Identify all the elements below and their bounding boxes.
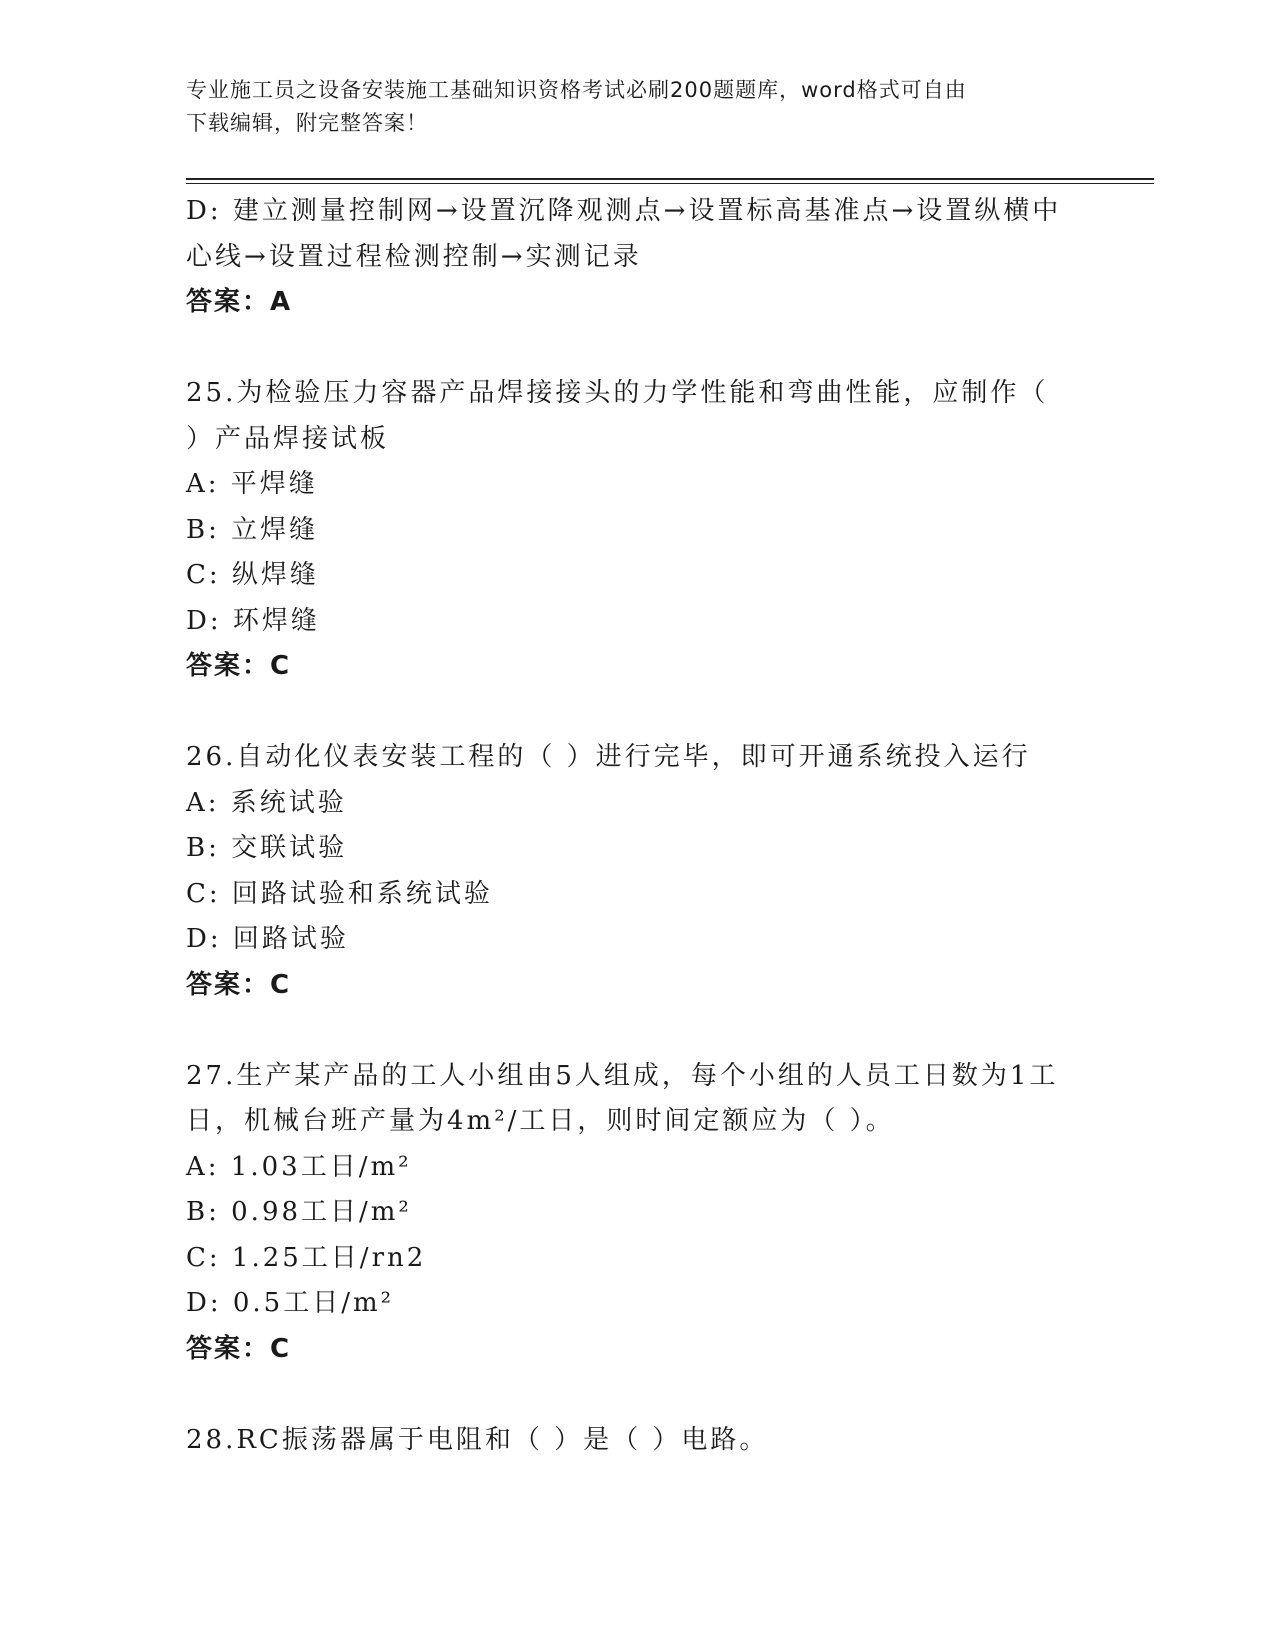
answer-line: 答案：C xyxy=(186,1333,292,1364)
question-stem-line: 日，机械台班产量为4m²/工日，则时间定额应为（ ）。 xyxy=(186,1106,895,1136)
question-stem-line: 26.自动化仪表安装工程的（ ）进行完毕，即可开通系统投入运行 xyxy=(186,742,1031,772)
spacer xyxy=(186,690,1086,736)
option-c: C: 1.25工日/rn2 xyxy=(186,1242,427,1273)
document-header xyxy=(186,74,1066,140)
header-divider-thick xyxy=(186,178,1154,180)
header-line-2: 下载编辑，附完整答案！ xyxy=(186,111,428,135)
prev-question-block xyxy=(186,189,1086,326)
option-d: D: 0.5工日/m² xyxy=(186,1288,395,1318)
spacer xyxy=(186,1008,1086,1054)
question-stem-line: 28.RC振荡器属于电阻和（ ）是（ ）电路。 xyxy=(186,1424,769,1455)
question-stem-line: 25.为检验压力容器产品焊接接头的力学性能和弯曲性能，应制作（ xyxy=(186,378,1049,408)
question-28 xyxy=(186,1418,1086,1464)
option-b: B: 交联试验 xyxy=(186,833,348,863)
option-d-line-2: 心线→设置过程检测控制→实测记录 xyxy=(186,241,642,272)
question-content xyxy=(186,189,1086,1463)
header-divider-thin xyxy=(186,183,1154,184)
option-a: A: 平焊缝 xyxy=(186,469,318,499)
option-b: B: 立焊缝 xyxy=(186,514,319,545)
option-d-line-1: D: 建立测量控制网→设置沉降观测点→设置标高基准点→设置纵横中 xyxy=(186,196,1062,226)
spacer xyxy=(186,326,1086,372)
option-d: D: 环焊缝 xyxy=(186,605,320,636)
answer-line: 答案：C xyxy=(186,651,292,681)
option-c: C: 回路试验和系统试验 xyxy=(186,878,493,909)
option-d: D: 回路试验 xyxy=(186,924,349,954)
question-stem-line: ）产品焊接试板 xyxy=(186,423,390,454)
question-26 xyxy=(186,735,1086,1008)
answer-line: 答案：A xyxy=(186,287,293,317)
question-stem-line: 27.生产某产品的工人小组由5人组成，每个小组的人员工日数为1工 xyxy=(186,1060,1059,1091)
option-a: A: 系统试验 xyxy=(186,787,347,818)
option-b: B: 0.98工日/m² xyxy=(186,1197,412,1227)
question-25 xyxy=(186,371,1086,690)
spacer xyxy=(186,1372,1086,1418)
option-c: C: 纵焊缝 xyxy=(186,560,319,590)
question-27 xyxy=(186,1054,1086,1373)
header-line-1: 专业施工员之设备安装施工基础知识资格考试必刷200题题库，word格式可自由 xyxy=(186,78,967,102)
option-a: A: 1.03工日/m² xyxy=(186,1151,412,1182)
answer-line: 答案：C xyxy=(186,969,292,1000)
